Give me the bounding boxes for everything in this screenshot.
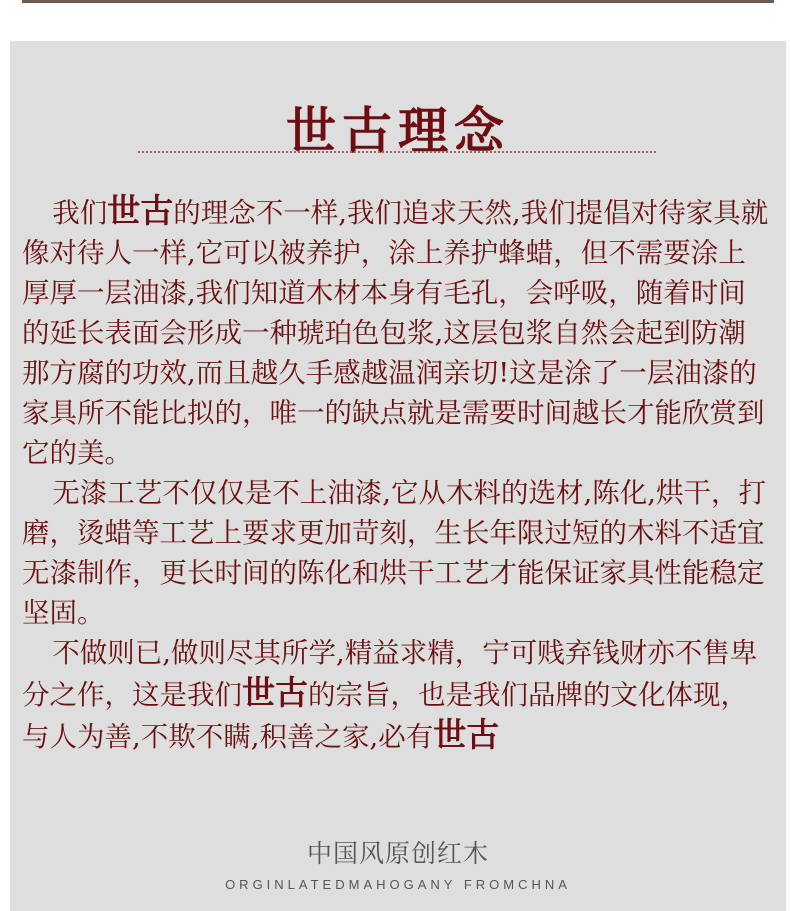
brand-name-highlight: 世古 — [242, 673, 308, 712]
paragraph-text: 的宗旨，也是我们品牌的文化体现，与人为善,不欺不瞒,积善之家,必有 — [22, 679, 748, 753]
brand-name-highlight: 世古 — [107, 191, 174, 230]
section-title: 世古理念 — [286, 101, 510, 160]
brand-tagline-en: ORGINLATEDMAHOGANY FROMCHNA — [225, 877, 571, 892]
dotted-divider — [138, 151, 656, 153]
paragraph — [22, 191, 772, 473]
paragraph — [22, 633, 772, 757]
brand-name-highlight: 世古 — [433, 715, 500, 754]
paragraph-text: 我们 — [52, 197, 108, 229]
brand-tagline-cn: 中国风原创红木 — [306, 839, 489, 868]
paragraph — [22, 473, 772, 633]
philosophy-text — [22, 191, 772, 757]
paragraph-text: 无漆工艺不仅仅是不上油漆,它从木料的选材,陈化,烘干，打磨，烫蜡等工艺上要求更加苛刻，生长年限过短的木料不适宜无漆制作，更长时间的陈化和烘干工艺才能保证家具性能稳定坚固。 — [22, 477, 766, 629]
paragraph-text: 的理念不一样,我们追求天然,我们提倡对待家具就像对待人一样,它可以被养护，涂上养护蜂蜡，但不需要涂上厚厚一层油漆,我们知道木材本身有毛孔，会呼吸，随着时间的延长表面会形成一种琥珀色包浆,这层包浆自然会起到防潮那方腐的功效,而且越久手感越温润亲切!这是涂了一层油漆的家具所不能比拟的，唯一的缺点就是需要时间越长才能欣赏到它的美。 — [22, 197, 769, 469]
top-divider — [22, 0, 774, 3]
philosophy-card — [10, 41, 786, 911]
paragraph-text: 不做则已,做则尽其所学,精益求精，宁可贱弃钱财亦不售卑分之作，这是我们 — [22, 637, 758, 711]
